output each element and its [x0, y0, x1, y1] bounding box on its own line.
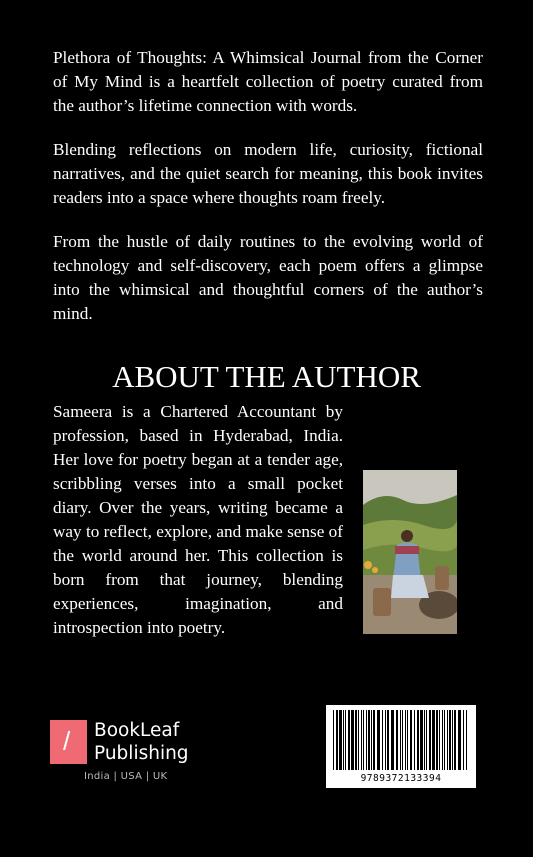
- barcode-bar: [417, 710, 419, 770]
- barcode-bar: [432, 710, 435, 770]
- publisher-name: [94, 719, 189, 765]
- barcode-bar: [361, 710, 362, 770]
- barcode-bar: [396, 710, 398, 770]
- barcode-bar: [442, 710, 443, 770]
- barcode-bar: [424, 710, 425, 770]
- barcode-bar: [385, 710, 386, 770]
- blurb-paragraph-2: Blending reflections on modern life, curiosity, fictional narratives, and the quiet search for meaning, this book invites readers into a space where thoughts roam freely.: [53, 140, 483, 207]
- barcode-bar: [402, 710, 403, 770]
- publisher-logo-glyph: /: [63, 726, 71, 756]
- about-author-heading: ABOUT THE AUTHOR: [112, 359, 421, 394]
- blurb-paragraph-3: From the hustle of daily routines to the evolving world of technology and self-discovery, each poem offers a glimpse into the whimsical and thoughtful corners of the author’s mind.: [53, 232, 483, 323]
- barcode-bar: [366, 710, 367, 770]
- barcode-bar: [351, 710, 354, 770]
- barcode-bar: [444, 710, 445, 770]
- barcode-bar: [420, 710, 423, 770]
- publisher-name-line2: Publishing: [94, 743, 189, 764]
- barcode-bar: [382, 710, 383, 770]
- barcode-bar: [348, 710, 350, 770]
- barcode-bar: [371, 710, 372, 770]
- publisher-logo: [50, 720, 87, 764]
- barcode-bar: [466, 710, 467, 770]
- barcode-bar: [436, 710, 438, 770]
- barcode-bar: [414, 710, 415, 770]
- barcode-bar: [447, 710, 448, 770]
- back-cover-blurb: [53, 46, 483, 346]
- barcode-bar: [452, 710, 453, 770]
- barcode-bar: [339, 710, 342, 770]
- barcode-bar: [458, 710, 461, 770]
- blurb-paragraph-1: Plethora of Thoughts: A Whimsical Journal from the Corner of My Mind is a heartfelt collection of poetry curated from the author’s lifetime connection with words.: [53, 48, 483, 115]
- barcode-bar: [387, 710, 389, 770]
- barcode-bar: [463, 710, 464, 770]
- barcode-bar: [407, 710, 408, 770]
- barcode-bar: [400, 710, 401, 770]
- barcode-bar: [358, 710, 359, 770]
- barcode-bar: [429, 710, 431, 770]
- barcode-bar: [343, 710, 344, 770]
- barcode-bar: [345, 710, 346, 770]
- barcode-bar: [449, 710, 451, 770]
- author-bio: Sameera is a Chartered Accountant by profession, based in Hyderabad, India. Her love for poetry began at a tender age, scribbling verses into a small pocket diary. Over the years, writing became a way to reflect, explore, and make sense of the world around her. This collection is born from that journey, blending experiences, imagination, and introspection into poetry.: [53, 402, 343, 637]
- barcode-bar: [373, 710, 375, 770]
- barcode-bar: [391, 710, 394, 770]
- barcode-bar: [355, 710, 357, 770]
- barcode-bar: [439, 710, 440, 770]
- publisher-name-line1: BookLeaf: [94, 720, 180, 741]
- barcode-bar: [454, 710, 456, 770]
- barcode-bar: [363, 710, 364, 770]
- barcode-bar: [368, 710, 370, 770]
- publisher-locations: India | USA | UK: [84, 771, 168, 782]
- barcode-bar: [405, 710, 406, 770]
- barcode-bar: [377, 710, 380, 770]
- isbn-number: 9789372133394: [360, 773, 442, 784]
- isbn-barcode: [326, 705, 476, 788]
- barcode-bar: [336, 710, 338, 770]
- barcode-bars: [331, 710, 471, 770]
- barcode-bar: [426, 710, 427, 770]
- barcode-bar: [410, 710, 412, 770]
- barcode-bar: [333, 710, 334, 770]
- author-photo: [363, 470, 457, 634]
